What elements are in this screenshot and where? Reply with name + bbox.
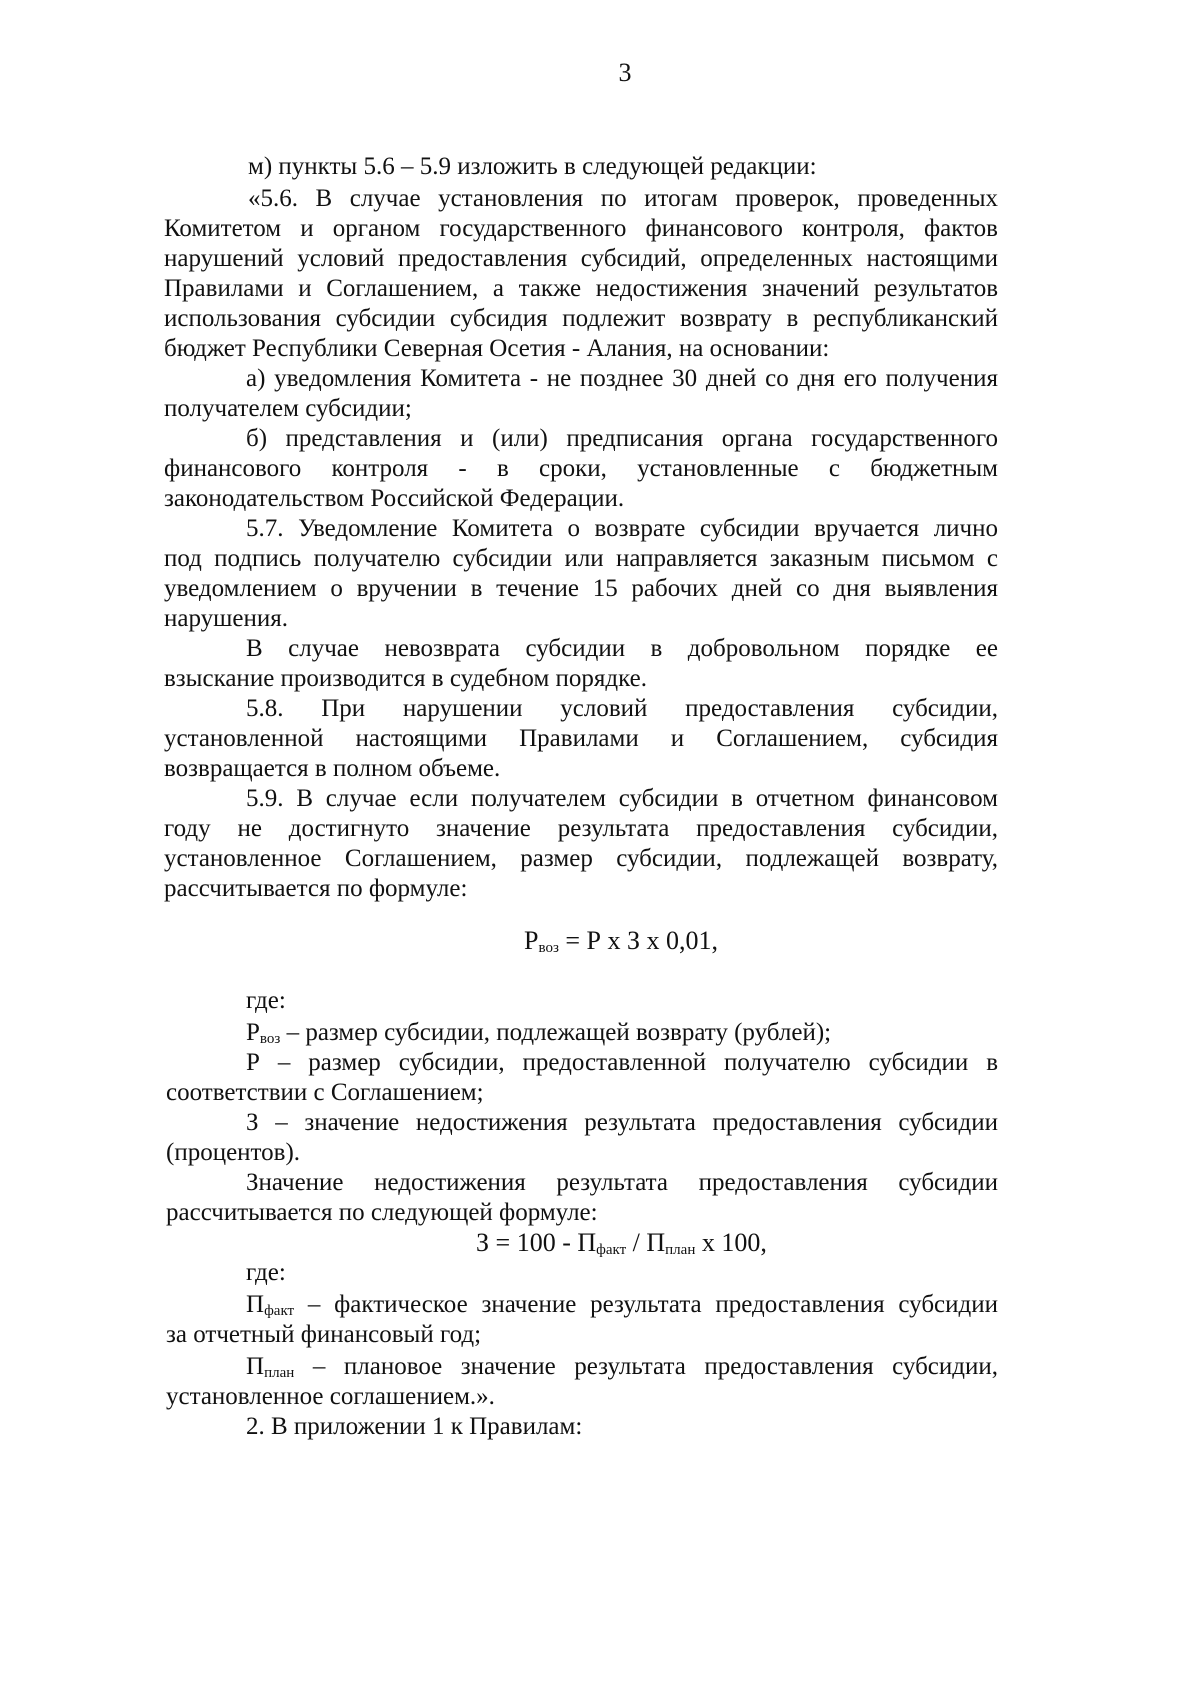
page-number: 3 [618, 58, 632, 87]
formula-part: х 100, [695, 1228, 767, 1257]
definition-z-line: (процентов). [166, 1139, 301, 1166]
formula-subscript: факт [596, 1242, 627, 1258]
body-line: а) уведомления Комитета - не позднее 30 дней со дня его получения [246, 365, 998, 392]
body-line: нарушений условий предоставления субсидий, определенных настоящими [164, 245, 998, 272]
definition-p-fakt [246, 1290, 998, 1320]
body-line: бюджет Республики Северная Осетия - Алания, на основании: [164, 335, 830, 362]
definition-symbol: Р [246, 1019, 260, 1046]
definition-p-line: соответствии с Соглашением; [166, 1079, 484, 1106]
body-line: взыскание производится в судебном порядке. [164, 665, 647, 692]
definition-text: – плановое значение результата предоставления субсидии, [294, 1353, 998, 1380]
where-label: где: [246, 987, 286, 1014]
definition-r-voz [246, 1018, 831, 1048]
definition-p-fakt-line: за отчетный финансовый год; [166, 1321, 482, 1348]
body-line: установленной настоящими Правилами и Соглашением, субсидия [164, 725, 998, 752]
formula-underachievement [476, 1228, 767, 1258]
body-line: получателем субсидии; [164, 395, 412, 422]
body-line: 5.9. В случае если получателем субсидии в отчетном финансовом [246, 785, 998, 812]
formula-lhs: Р [524, 926, 539, 955]
body-line: рассчитывается по формуле: [164, 875, 468, 902]
definition-text: – фактическое значение результата предоставления субсидии [294, 1291, 998, 1318]
formula-lhs-subscript: воз [538, 940, 559, 956]
body-line: Комитетом и органом государственного финансового контроля, фактов [164, 215, 998, 242]
definition-p-line: Р – размер субсидии, предоставленной получателю субсидии в [246, 1049, 998, 1076]
final-line: 2. В приложении 1 к Правилам: [246, 1413, 583, 1440]
definition-symbol: П [246, 1353, 265, 1380]
definition-symbol-subscript: план [264, 1365, 295, 1381]
body-line: б) представления и (или) предписания органа государственного [246, 425, 998, 452]
definition-z-line: З – значение недостижения результата предоставления субсидии [246, 1109, 998, 1136]
calc-line: рассчитывается по следующей формуле: [166, 1199, 598, 1226]
definition-text: – размер субсидии, подлежащей возврату (рублей); [280, 1019, 832, 1046]
body-line: В случае невозврата субсидии в добровольном порядке ее [246, 635, 998, 662]
body-line: уведомлением о вручении в течение 15 рабочих дней со дня выявления [164, 575, 998, 602]
formula-subscript: план [665, 1242, 696, 1258]
body-line: под подпись получателю субсидии или направляется заказным письмом с [164, 545, 998, 572]
definition-p-plan-line: установленное соглашением.». [166, 1383, 495, 1410]
body-line: финансового контроля - в сроки, установленные с бюджетным [164, 455, 998, 482]
body-line: возвращается в полном объеме. [164, 755, 501, 782]
body-line: м) пункты 5.6 – 5.9 изложить в следующей редакции: [248, 153, 817, 180]
formula-rhs: = Р х З х 0,01, [558, 926, 719, 955]
body-line: законодательством Российской Федерации. [164, 485, 625, 512]
body-line: использования субсидии субсидия подлежит возврату в республиканский [164, 305, 998, 332]
definition-symbol: П [246, 1291, 265, 1318]
body-line: году не достигнуто значение результата предоставления субсидии, [164, 815, 998, 842]
formula-part: З = 100 - П [476, 1228, 597, 1257]
body-line: 5.7. Уведомление Комитета о возврате субсидии вручается лично [246, 515, 998, 542]
body-line: установленное Соглашением, размер субсидии, подлежащей возврату, [164, 845, 998, 872]
definition-symbol-subscript: воз [259, 1031, 281, 1047]
body-line: «5.6. В случае установления по итогам проверок, проведенных [248, 185, 998, 212]
formula-part: / П [626, 1228, 666, 1257]
body-line: нарушения. [164, 605, 288, 632]
body-line: Правилами и Соглашением, а также недостижения значений результатов [164, 275, 998, 302]
where-label: где: [246, 1259, 286, 1286]
calc-line: Значение недостижения результата предоставления субсидии [246, 1169, 998, 1196]
definition-symbol-subscript: факт [264, 1303, 295, 1319]
body-line: 5.8. При нарушении условий предоставления субсидии, [246, 695, 998, 722]
definition-p-plan [246, 1352, 998, 1382]
formula-return-amount [524, 926, 718, 956]
